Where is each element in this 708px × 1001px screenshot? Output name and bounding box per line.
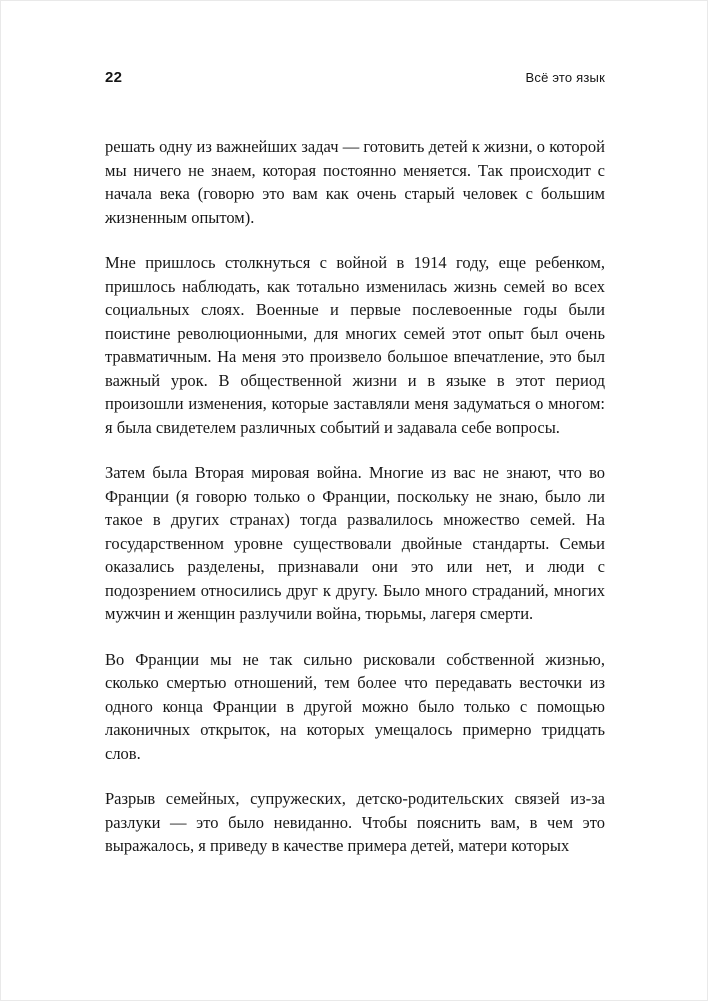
- page-header: [105, 69, 605, 86]
- body-paragraph: Мне пришлось столкнуться с войной в 1914 году, еще ребенком, пришлось наблюдать, как тотально изменилась жизнь семей во всех социальных слоях. Военные и первые послевоенные годы были поистине революционными, для многих семей этот опыт был очень травматичным. На меня это произвело большое впечатление, это был важный урок. В общественной жизни и в языке в этот период произошли изменения, которые заставляли меня задуматься о многом: я была свидетелем различных событий и задавала себе вопросы.: [105, 253, 605, 437]
- page-body: [105, 135, 605, 858]
- running-title: Всё это язык: [525, 70, 605, 85]
- body-paragraph: Во Франции мы не так сильно рисковали собственной жизнью, сколько смертью отношений, тем более что передавать весточки из одного конца Франции в другой можно было только с помощью лаконичных открыток, на которых умещалось примерно тридцать слов.: [105, 649, 605, 763]
- page-number: 22: [105, 69, 123, 86]
- body-paragraph: Разрыв семейных, супружеских, детско-родительских связей из-за разлуки — это было невиданно. Чтобы пояснить вам, в чем это выражалось, я приведу в качестве примера детей, матери которых: [105, 789, 605, 855]
- body-paragraph: Затем была Вторая мировая война. Многие из вас не знают, что во Франции (я говорю только о Франции, поскольку не знаю, было ли такое в других странах) тогда развалилось множество семей. На государственном уровне существовали двойные стандарты. Семьи оказались разделены, признавали они это или нет, и люди с подозрением относились друг к другу. Было много страданий, многих мужчин и женщин разлучили война, тюрьмы, лагеря смерти.: [105, 463, 605, 623]
- body-paragraph: решать одну из важнейших задач — готовить детей к жизни, о которой мы ничего не знаем, которая постоянно меняется. Так происходит с начала века (говорю это вам как очень старый человек с большим жизненным опытом).: [105, 137, 605, 227]
